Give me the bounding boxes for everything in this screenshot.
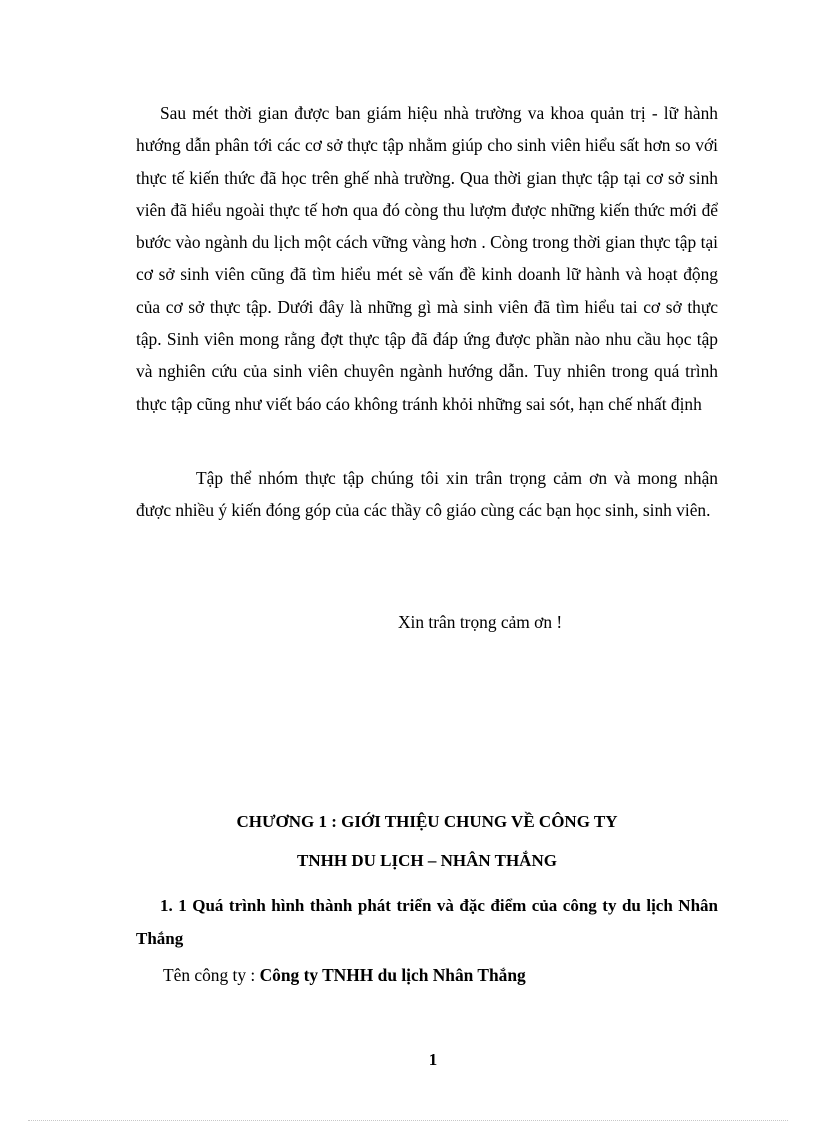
company-label: Tên công ty : [163, 965, 260, 985]
thanks-paragraph: Tập thể nhóm thực tập chúng tôi xin trân trọng cảm ơn và mong nhận được nhiều ý kiến đóng góp của các thầy cô giáo cùng các bạn học sinh, sinh viên. [136, 468, 718, 521]
page-number: 1 [428, 1050, 438, 1069]
chapter-subtitle: TNHH DU LỊCH – NHÂN THẮNG [297, 851, 557, 870]
section-heading: 1. 1 Quá trình hình thành phát triển và đặc điểm của công ty du lịch Nhân Thắng [136, 896, 718, 948]
company-name: Công ty TNHH du lịch Nhân Thắng [259, 965, 526, 985]
chapter-title: CHƯƠNG 1 : GIỚI THIỆU CHUNG VỀ CÔNG TY [236, 812, 618, 831]
intro-paragraph: Sau mét thời gian được ban giám hiệu nhà trường va khoa quản trị - lữ hành hướng dẫn phân tới các cơ sở thực tập nhằm giúp cho sinh viên hiểu sất hơn so với thực tế kiến thức đã học trên ghế nhà trường. Qua thời gian thực tập tại cơ sở sinh viên đã hiểu ngoài thực tế hơn qua đó còng thu lượm được những kiến thức mới để bước vào ngành du lịch một cách vững vàng hơn . Còng trong thời gian thực tập tại cơ sở sinh viên cũng đã tìm hiểu mét sè vấn đề kinh doanh lữ hành và hoạt động của cơ sở thực tập. Dưới đây là những gì mà sinh viên đã tìm hiểu tai cơ sở thực tập. Sinh viên mong rằng đợt thực tập đã đáp ứng được phần nào nhu cầu học tập và nghiên cứu của sinh viên chuyên ngành hướng dẫn. Tuy nhiên trong quá trình thực tập cũng như viết báo cáo không tránh khỏi những sai sót, hạn chế nhất định [136, 103, 718, 414]
page-edge-divider [28, 1120, 788, 1121]
closing-line: Xin trân trọng cảm ơn ! [398, 612, 563, 632]
company-line [163, 962, 526, 988]
